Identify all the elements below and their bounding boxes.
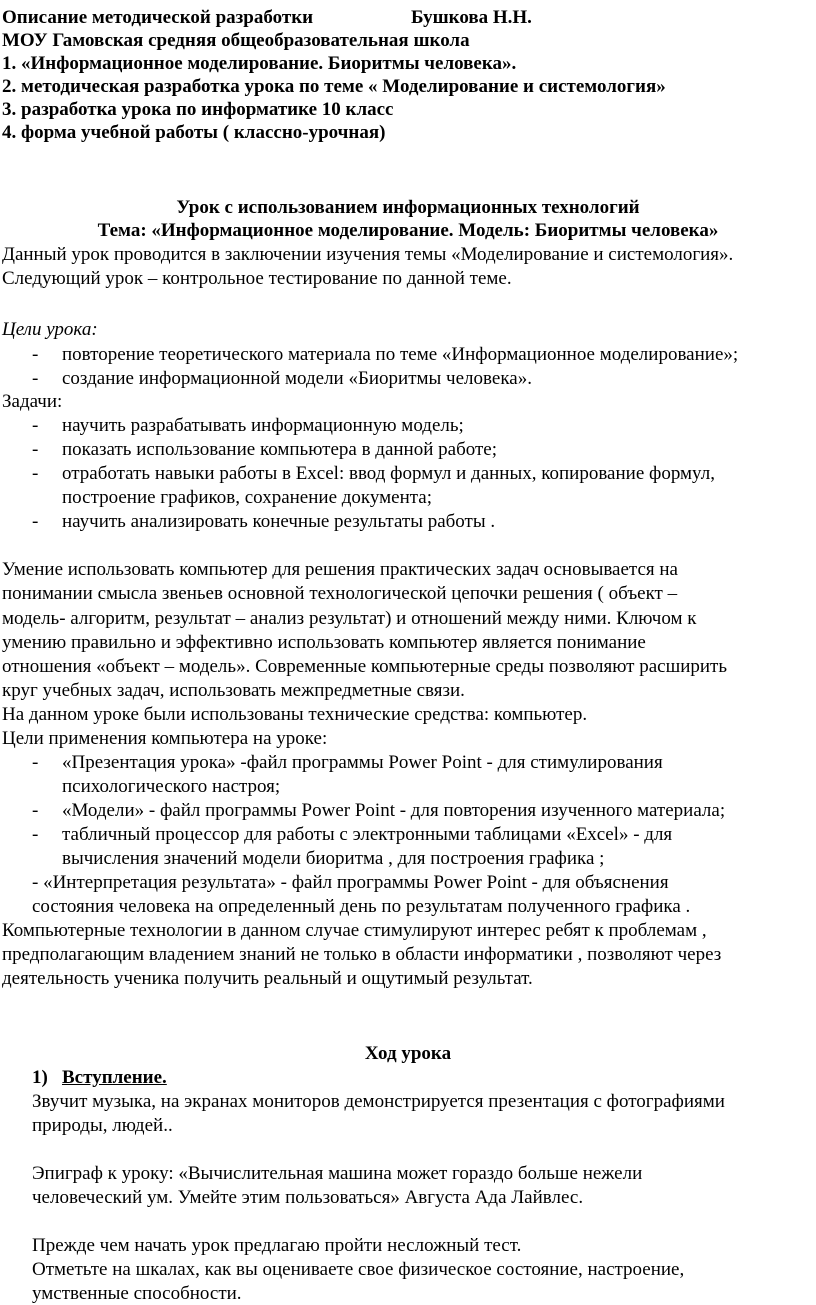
body-paragraph-line: умению правильно и эффективно использовать компьютер является понимание [2,632,646,653]
header-school: МОУ Гамовская средняя общеобразовательная школа [2,30,470,51]
list-bullet: - [32,415,39,436]
goals-item: создание информационной модели «Биоритмы человека». [62,368,532,389]
lesson-heading: Урок с использованием информационных технологий [176,197,640,218]
tasks-item: показать использование компьютера в данной работе; [62,439,498,460]
usage-item: «Модели» - файл программы Power Point - для повторения изученного материала; [62,800,726,821]
body-paragraph-line: круг учебных задач, использовать межпредметные связи. [2,680,465,701]
test-text-line: умственные способности. [32,1283,242,1304]
goals-label: Цели урока: [2,319,98,340]
header-item: 2. методическая разработка урока по теме « Моделирование и системология» [2,76,666,97]
body-paragraph-line: предполагающим владением знаний не только в области информатики , позволяют через [2,944,722,965]
lesson-intro-line: Следующий урок – контрольное тестирование по данной теме. [2,268,512,289]
body-paragraph-line: модель- алгоритм, результат – анализ результат) и отношений между ними. Ключом к [2,608,697,629]
usage-item-continued: состояния человека на определенный день по результатам полученного графика . [32,896,691,917]
list-bullet: - [32,344,39,365]
usage-item: - «Интерпретация результата» - файл программы Power Point - для объяснения [32,872,669,893]
tasks-item: научить разрабатывать информационную модель; [62,415,464,436]
header-author: Бушкова Н.Н. [411,7,532,28]
lesson-intro-line: Данный урок проводится в заключении изучения темы «Моделирование и системология». [2,244,734,265]
body-paragraph-line: отношения «объект – модель». Современные компьютерные среды позволяют расширить [2,656,728,677]
list-bullet: - [32,439,39,460]
course-heading: Ход урока [364,1043,452,1064]
tasks-label: Задачи: [2,391,63,412]
usage-item: «Презентация урока» -файл программы Power Point - для стимулирования [62,752,663,773]
usage-item: табличный процессор для работы с электронными таблицами «Excel» - для [62,824,673,845]
header-item: 4. форма учебной работы ( классно-урочная) [2,122,386,143]
body-paragraph-line: понимании смысла звеньев основной технологической цепочки решения ( объект – [2,583,678,604]
body-paragraph-line: деятельность ученика получить реальный и ощутимый результат. [2,968,533,989]
tasks-item-continued: построение графиков, сохранение документа; [62,487,432,508]
test-text-line: Отметьте на шкалах, как вы оцениваете свое физическое состояние, настроение, [32,1259,685,1280]
body-paragraph-line: Компьютерные технологии в данном случае стимулируют интерес ребят к проблемам , [2,920,707,941]
step-number: 1) [32,1067,48,1088]
list-bullet: - [32,824,39,845]
usage-item-continued: психологического настроя; [62,776,281,797]
header-item: 1. «Информационное моделирование. Биоритмы человека». [2,53,517,74]
epigraph-line: человеческий ум. Умейте этим пользоваться» Августа Ада Лайвлес. [32,1187,584,1208]
step-text-line: Звучит музыка, на экранах мониторов демонстрируется презентация с фотографиями [32,1091,725,1112]
tasks-item: научить анализировать конечные результаты работы . [62,511,496,532]
body-paragraph-line: Умение использовать компьютер для решения практических задач основывается на [2,559,678,580]
header-title: Описание методической разработки [2,7,314,28]
list-bullet: - [32,463,39,484]
step-text-line: природы, людей.. [32,1115,173,1136]
epigraph-line: Эпиграф к уроку: «Вычислительная машина может гораздо больше нежели [32,1163,643,1184]
usage-label: Цели применения компьютера на уроке: [2,728,328,749]
tech-line: На данном уроке были использованы технические средства: компьютер. [2,704,588,725]
usage-item-continued: вычисления значений модели биоритма , для построения графика ; [62,848,605,869]
list-bullet: - [32,511,39,532]
lesson-topic: Тема: «Информационное моделирование. Модель: Биоритмы человека» [97,220,719,241]
step-title: Вступление. [62,1067,167,1088]
list-bullet: - [32,752,39,773]
goals-item: повторение теоретического материала по теме «Информационное моделирование»; [62,344,739,365]
list-bullet: - [32,800,39,821]
test-text-line: Прежде чем начать урок предлагаю пройти несложный тест. [32,1235,522,1256]
list-bullet: - [32,368,39,389]
header-item: 3. разработка урока по информатике 10 класс [2,99,394,120]
tasks-item: отработать навыки работы в Excel: ввод формул и данных, копирование формул, [62,463,715,484]
